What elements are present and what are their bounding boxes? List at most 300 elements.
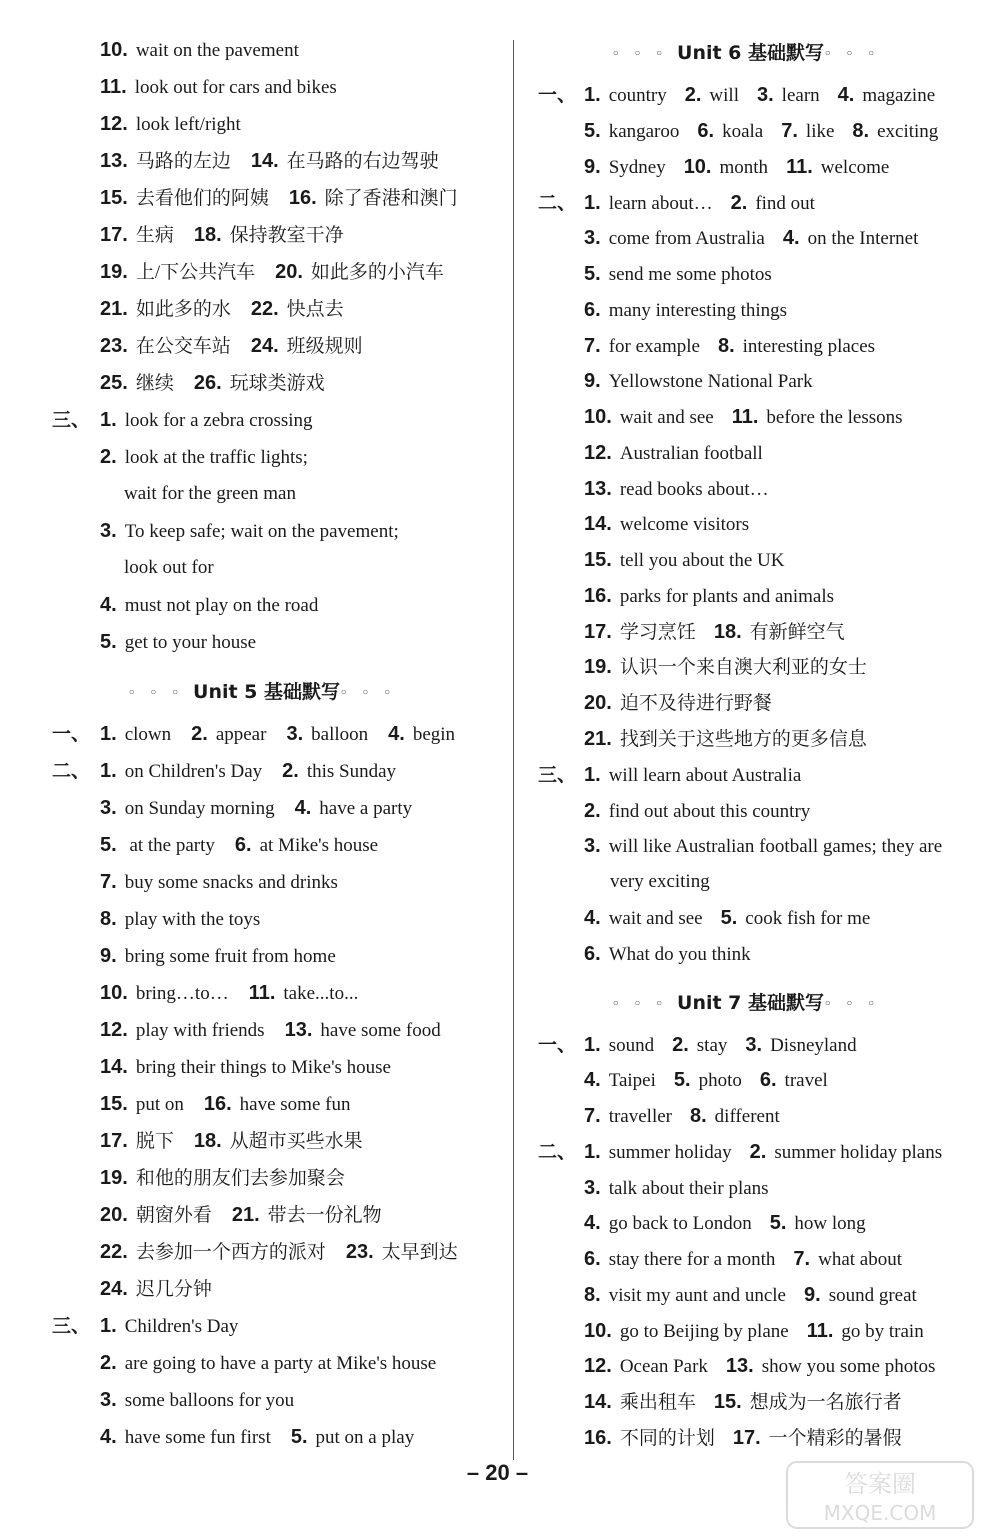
- answer-item: [100, 907, 260, 932]
- item-number: 14.: [584, 513, 612, 535]
- answer-line: [584, 369, 831, 394]
- answer-line: [584, 1068, 846, 1093]
- answer-line: [52, 759, 416, 784]
- item-text: different: [714, 1106, 780, 1127]
- item-number: 18.: [713, 621, 742, 643]
- item-number: 19.: [100, 1167, 128, 1189]
- item-number: 1.: [100, 409, 117, 431]
- item-text: before the lessons: [766, 407, 903, 428]
- answer-line: [584, 1354, 953, 1379]
- answer-item: [275, 260, 444, 285]
- section-marker: 二、: [538, 192, 577, 214]
- item-number: 13.: [284, 1019, 313, 1041]
- answer-item: [714, 620, 845, 645]
- answer-item: [584, 477, 769, 502]
- item-text: 班级规则: [286, 336, 363, 357]
- item-text: tell you about the UK: [619, 550, 785, 571]
- answer-item: [100, 371, 174, 396]
- answer-item: [584, 334, 700, 359]
- item-number: 4.: [294, 797, 312, 819]
- item-text: go by train: [841, 1321, 924, 1342]
- item-text: are going to have a party at Mike's house: [124, 1353, 437, 1374]
- item-number: 1.: [584, 1034, 601, 1056]
- answer-item: [346, 1240, 458, 1265]
- item-number: 17.: [584, 621, 612, 643]
- item-text: at Mike's house: [259, 835, 379, 856]
- item-text: send me some photos: [608, 264, 772, 285]
- answer-line: [538, 1140, 960, 1165]
- answer-line: [52, 408, 333, 433]
- item-text: 去参加一个西方的派对: [135, 1242, 326, 1263]
- answer-item: [584, 1283, 786, 1308]
- item-text: cook fish for me: [745, 908, 871, 929]
- item-number: 3.: [584, 227, 601, 249]
- answer-item: [100, 1388, 294, 1413]
- item-number: 7.: [584, 1105, 601, 1127]
- item-number: 16.: [203, 1093, 232, 1115]
- answer-item: [204, 1092, 351, 1117]
- answer-item: [249, 981, 359, 1006]
- answer-item: [124, 482, 296, 506]
- answer-item: [100, 223, 174, 248]
- item-text: this Sunday: [306, 761, 397, 782]
- answer-item: [124, 556, 214, 580]
- answer-line: [52, 1314, 258, 1339]
- answer-line: [100, 445, 328, 470]
- unit7-heading: ◦◦◦Unit 7 基础默写◦◦◦: [612, 992, 890, 1014]
- item-number: 3.: [584, 1177, 601, 1199]
- answer-item: [731, 191, 815, 216]
- answer-item: [100, 1203, 212, 1228]
- answer-line: [584, 1247, 920, 1272]
- item-number: 12.: [584, 1355, 612, 1377]
- answer-item: [584, 799, 810, 824]
- item-text: 从超市买些水果: [229, 1131, 363, 1152]
- item-number: 15.: [713, 1391, 742, 1413]
- answer-item: [584, 620, 696, 645]
- answer-line: [584, 1104, 798, 1129]
- item-text: on Sunday morning: [124, 798, 275, 819]
- answer-item: [100, 519, 399, 544]
- item-text: have some food: [320, 1020, 441, 1041]
- answer-line: [610, 870, 728, 894]
- item-text: look out for: [124, 557, 214, 578]
- item-number: 20.: [100, 1204, 128, 1226]
- answer-line: [124, 556, 234, 580]
- answer-item: [584, 83, 667, 108]
- answer-item: [610, 870, 710, 894]
- answer-item: [100, 334, 231, 359]
- item-number: 19.: [100, 261, 128, 283]
- unit5-heading: ◦◦◦Unit 5 基础默写◦◦◦: [128, 681, 406, 703]
- answer-item: [100, 630, 256, 655]
- item-text: read books about…: [619, 479, 769, 500]
- answer-item: [100, 408, 313, 433]
- answer-item: [584, 1247, 775, 1272]
- item-text: sound great: [828, 1285, 917, 1306]
- answer-item: [750, 1140, 943, 1165]
- item-text: go back to London: [608, 1213, 752, 1234]
- item-text: 乘出租车: [619, 1392, 696, 1413]
- item-number: 16.: [584, 585, 612, 607]
- item-number: 9.: [804, 1284, 821, 1306]
- item-number: 2.: [100, 1352, 117, 1374]
- item-number: 7.: [584, 335, 601, 357]
- item-number: 4.: [584, 1212, 601, 1234]
- item-text: appear: [215, 724, 267, 745]
- answer-line: [584, 1211, 884, 1236]
- item-text: 继续: [135, 373, 174, 394]
- item-text: learn: [781, 85, 820, 106]
- item-text: 找到关于这些地方的更多信息: [619, 729, 867, 750]
- answer-line: [100, 1240, 478, 1265]
- answer-item: [100, 260, 255, 285]
- item-number: 22.: [250, 298, 279, 320]
- item-number: 16.: [584, 1427, 612, 1449]
- answer-item: [838, 83, 935, 108]
- answer-line: [100, 1351, 456, 1376]
- item-number: 20.: [275, 261, 303, 283]
- item-number: 2.: [730, 192, 748, 214]
- answer-item: [793, 1247, 902, 1272]
- answer-item: [584, 1176, 769, 1201]
- item-number: 12.: [584, 442, 612, 464]
- item-number: 16.: [288, 187, 317, 209]
- answer-item: [100, 149, 231, 174]
- item-text: Children's Day: [124, 1316, 239, 1337]
- item-text: many interesting things: [608, 300, 788, 321]
- item-number: 17.: [732, 1427, 761, 1449]
- item-text: country: [608, 85, 667, 106]
- answer-line: [100, 944, 356, 969]
- item-number: 3.: [745, 1034, 763, 1056]
- item-text: what about: [818, 1249, 903, 1270]
- answer-line: [100, 630, 276, 655]
- item-text: wait for the green man: [124, 483, 296, 504]
- item-text: put on: [135, 1094, 184, 1115]
- item-number: 5.: [720, 907, 738, 929]
- answer-item: [285, 1018, 441, 1043]
- item-number: 21.: [100, 298, 128, 320]
- answer-line: [584, 119, 956, 144]
- answer-line: [100, 297, 364, 322]
- item-text: bring some fruit from home: [124, 946, 336, 967]
- answer-line: [100, 1277, 232, 1302]
- item-text: show you some photos: [761, 1356, 936, 1377]
- item-number: 8.: [100, 908, 117, 930]
- answer-line: [100, 1055, 411, 1080]
- item-number: 2.: [672, 1034, 689, 1056]
- answer-item: [289, 186, 458, 211]
- answer-line: [100, 593, 338, 618]
- item-number: 6.: [697, 120, 715, 142]
- item-text: 在公交车站: [135, 336, 231, 357]
- item-text: 带去一份礼物: [267, 1205, 382, 1226]
- item-number: 4.: [837, 84, 855, 106]
- item-number: 15.: [584, 549, 612, 571]
- answer-line: [584, 405, 921, 430]
- item-text: have some fun first: [124, 1427, 271, 1448]
- item-text: on Children's Day: [124, 761, 263, 782]
- item-text: learn about…: [608, 193, 713, 214]
- item-text: 一个精彩的暑假: [768, 1428, 902, 1449]
- answer-item: [584, 441, 763, 466]
- answer-item: [584, 1211, 752, 1236]
- item-number: 14.: [100, 1056, 128, 1078]
- answer-line: [538, 191, 833, 216]
- item-number: 9.: [584, 370, 601, 392]
- answer-item: [194, 1129, 363, 1154]
- item-number: 24.: [100, 1278, 128, 1300]
- item-text: very exciting: [610, 871, 710, 892]
- item-text: welcome visitors: [619, 514, 750, 535]
- item-number: 4.: [100, 594, 117, 616]
- item-text: 有新鲜空气: [749, 622, 845, 643]
- answer-item: [584, 942, 751, 967]
- item-text: will: [709, 85, 739, 106]
- item-text: take...to...: [283, 983, 359, 1004]
- item-number: 1.: [100, 760, 117, 782]
- item-number: 20.: [584, 692, 612, 714]
- item-text: Australian football: [619, 443, 763, 464]
- item-number: 26.: [193, 372, 222, 394]
- answer-item: [291, 1425, 414, 1450]
- answer-item: [718, 334, 875, 359]
- answer-item: [672, 1033, 727, 1058]
- answer-item: [251, 297, 344, 322]
- answer-item: [584, 369, 813, 394]
- answer-item: [584, 584, 834, 609]
- item-number: 18.: [193, 1130, 222, 1152]
- answer-item: [697, 119, 763, 144]
- answer-line: [100, 796, 432, 821]
- answer-item: [100, 833, 215, 858]
- answer-line: [100, 334, 383, 359]
- item-text: how long: [794, 1213, 866, 1234]
- answer-line: [538, 763, 819, 788]
- answer-item: [100, 186, 269, 211]
- answer-line: [584, 906, 888, 931]
- answer-line: [584, 512, 767, 537]
- answer-item: [100, 1314, 238, 1339]
- answer-item: [100, 593, 318, 618]
- item-text: 快点去: [286, 299, 344, 320]
- item-number: 10.: [100, 39, 128, 61]
- answer-item: [100, 297, 231, 322]
- item-number: 9.: [584, 156, 601, 178]
- item-text: talk about their plans: [608, 1178, 769, 1199]
- item-number: 8.: [852, 120, 870, 142]
- item-number: 5.: [584, 120, 601, 142]
- svg-text:答案圈: 答案圈: [844, 1470, 916, 1498]
- answer-item: [584, 1390, 696, 1415]
- item-text: 除了香港和澳门: [324, 188, 458, 209]
- item-text: clown: [124, 724, 172, 745]
- answer-item: [760, 1068, 828, 1093]
- answer-line: [584, 1390, 920, 1415]
- section-marker: 三、: [538, 764, 577, 786]
- section-marker: 三、: [52, 409, 91, 431]
- answer-line: [100, 907, 280, 932]
- item-number: 1.: [100, 723, 117, 745]
- answer-item: [721, 906, 871, 931]
- answer-item: [100, 112, 241, 137]
- answer-item: [232, 1203, 382, 1228]
- item-text: wait and see: [608, 908, 703, 929]
- answer-item: [100, 1425, 271, 1450]
- item-text: sound: [608, 1035, 655, 1056]
- item-text: buy some snacks and drinks: [124, 872, 338, 893]
- item-text: will like Australian football games; they are: [608, 836, 943, 857]
- answer-item: [584, 1319, 789, 1344]
- item-text: have a party: [319, 798, 413, 819]
- answer-item: [584, 512, 749, 537]
- answer-line: [584, 1319, 942, 1344]
- section-marker: 一、: [52, 723, 91, 745]
- item-text: play with the toys: [124, 909, 261, 930]
- answer-item: [690, 1104, 780, 1129]
- answer-line: [100, 223, 364, 248]
- answer-item: [194, 371, 325, 396]
- item-number: 21.: [584, 728, 612, 750]
- item-number: 19.: [584, 656, 612, 678]
- item-number: 4.: [100, 1426, 117, 1448]
- item-number: 5.: [769, 1212, 787, 1234]
- item-number: 3.: [584, 835, 601, 857]
- answer-item: [584, 1426, 715, 1451]
- item-text: find out about this country: [608, 801, 811, 822]
- item-text: 玩球类游戏: [229, 373, 325, 394]
- answer-line: [584, 799, 828, 824]
- item-text: wait and see: [619, 407, 714, 428]
- answer-line: [584, 1426, 920, 1451]
- item-number: 4.: [388, 723, 405, 745]
- item-number: 1.: [584, 84, 601, 106]
- item-number: 1.: [100, 1315, 117, 1337]
- answer-item: [295, 796, 413, 821]
- item-number: 24.: [250, 335, 279, 357]
- item-number: 8.: [689, 1105, 707, 1127]
- item-text: like: [805, 121, 835, 142]
- item-text: summer holiday plans: [774, 1142, 943, 1163]
- item-text: 生病: [135, 225, 174, 246]
- item-number: 4.: [782, 227, 800, 249]
- answer-item: [584, 548, 784, 573]
- answer-item: [584, 405, 714, 430]
- answer-item: [100, 1092, 184, 1117]
- item-number: 8.: [717, 335, 735, 357]
- answer-line: [100, 1203, 402, 1228]
- item-text: go to Beijing by plane: [619, 1321, 789, 1342]
- answer-item: [100, 1055, 391, 1080]
- item-text: look at the traffic lights;: [124, 447, 308, 468]
- item-number: 25.: [100, 372, 128, 394]
- answer-item: [100, 1166, 345, 1191]
- item-text: welcome: [820, 157, 890, 178]
- item-text: traveller: [608, 1106, 672, 1127]
- answer-line: [100, 1018, 461, 1043]
- answer-item: [100, 796, 275, 821]
- item-text: wait on the pavement: [135, 40, 299, 61]
- item-text: 去看他们的阿姨: [135, 188, 269, 209]
- item-text: come from Australia: [608, 228, 765, 249]
- answer-item: [584, 691, 772, 716]
- item-text: Yellowstone National Park: [608, 371, 813, 392]
- item-number: 22.: [100, 1241, 128, 1263]
- answer-line: [584, 334, 893, 359]
- answer-line: [584, 834, 960, 859]
- answer-line: [584, 1176, 787, 1201]
- item-number: 23.: [100, 335, 128, 357]
- item-number: 11.: [806, 1320, 834, 1342]
- answer-item: [584, 655, 867, 680]
- item-number: 8.: [584, 1284, 601, 1306]
- item-number: 10.: [100, 982, 128, 1004]
- answer-line: [100, 149, 459, 174]
- answer-item: [684, 155, 768, 180]
- item-text: To keep safe; wait on the pavement;: [124, 521, 399, 542]
- answer-item: [783, 226, 918, 251]
- item-number: 21.: [231, 1204, 260, 1226]
- item-number: 14.: [584, 1391, 612, 1413]
- answer-line: [584, 942, 769, 967]
- item-number: 11.: [786, 156, 813, 178]
- item-text: 和他的朋友们去参加聚会: [135, 1168, 345, 1189]
- answer-item: [100, 38, 299, 63]
- item-number: 11.: [100, 76, 127, 98]
- answer-item: [714, 1390, 902, 1415]
- answer-item: [100, 1351, 436, 1376]
- answer-item: [584, 906, 703, 931]
- answer-item: [100, 981, 229, 1006]
- item-number: 10.: [584, 1320, 612, 1342]
- item-text: What do you think: [608, 944, 751, 965]
- item-number: 1.: [584, 192, 601, 214]
- item-text: look for a zebra crossing: [124, 410, 313, 431]
- answer-item: [584, 226, 765, 251]
- item-number: 17.: [100, 224, 128, 246]
- column-divider: [513, 40, 514, 1460]
- answer-item: [286, 722, 368, 747]
- item-number: 2.: [584, 800, 601, 822]
- item-number: 23.: [345, 1241, 374, 1263]
- answer-line: [100, 1388, 314, 1413]
- answer-item: [786, 155, 889, 180]
- answer-item: [584, 1140, 732, 1165]
- item-text: exciting: [877, 121, 939, 142]
- item-number: 13.: [100, 150, 128, 172]
- answer-line: [584, 1283, 935, 1308]
- answer-line: [584, 620, 863, 645]
- answer-line: [100, 112, 261, 137]
- answer-line: [124, 482, 316, 506]
- item-text: 认识一个来自澳大利亚的女士: [619, 657, 867, 678]
- answer-item: [732, 405, 903, 430]
- answer-item: [745, 1033, 856, 1058]
- answer-line: [584, 548, 802, 573]
- answer-item: [584, 298, 787, 323]
- answer-line: [100, 870, 358, 895]
- answer-item: [584, 262, 772, 287]
- item-number: 7.: [781, 120, 798, 142]
- item-number: 12.: [100, 113, 128, 135]
- item-number: 10.: [683, 156, 712, 178]
- item-number: 14.: [250, 150, 279, 172]
- item-number: 3.: [286, 723, 304, 745]
- item-text: stay: [696, 1035, 728, 1056]
- answer-item: [100, 1129, 174, 1154]
- section-marker: 三、: [52, 1315, 91, 1337]
